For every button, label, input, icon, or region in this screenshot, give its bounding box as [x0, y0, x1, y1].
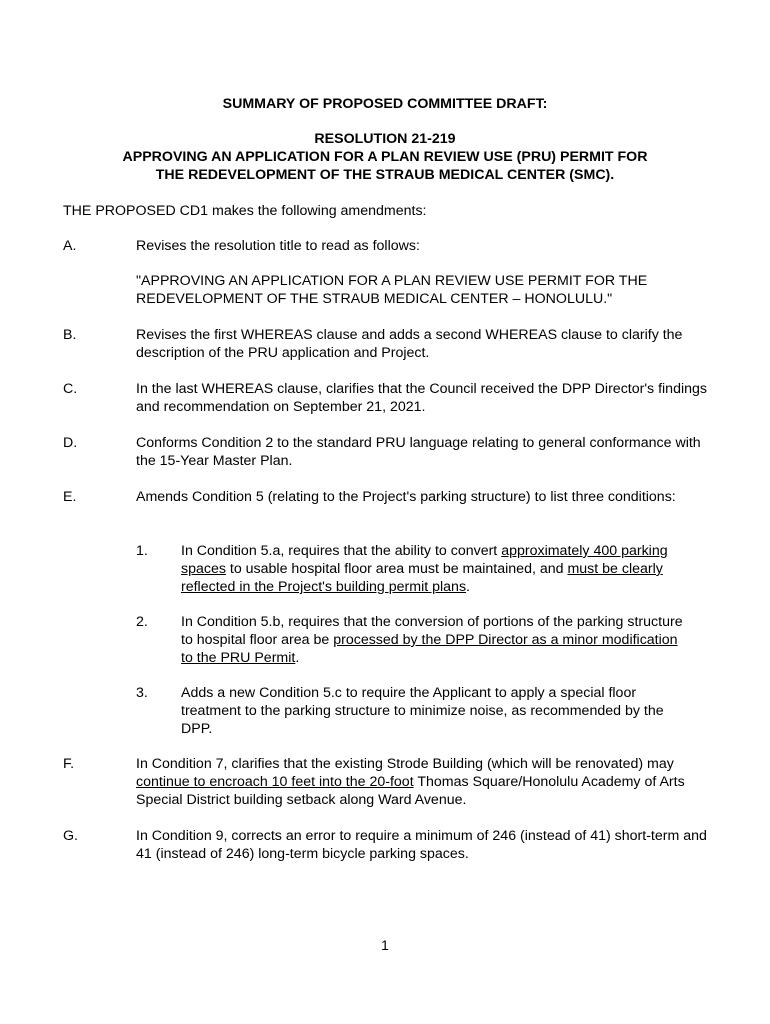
summary-heading: SUMMARY OF PROPOSED COMMITTEE DRAFT:	[222, 96, 548, 112]
amendment-letter: B.	[63, 327, 77, 343]
amendment-letter: D.	[63, 435, 78, 451]
amendment-letter: E.	[63, 489, 77, 505]
condition-number: 1.	[136, 543, 148, 559]
amendment-a-text: Revises the resolution title to read as follows:	[136, 238, 420, 254]
amendment-text: Amends Condition 5 (relating to the Project's parking structure) to list three conditions:	[136, 489, 676, 505]
underlined-amendment: approximately 400 parking spaces	[181, 543, 668, 577]
amended-title-quote: "APPROVING AN APPLICATION FOR A PLAN REVIEW USE PERMIT FOR THE REDEVELOPMENT OF THE STRAUB MEDICAL CENTER – HONOLULU."	[136, 273, 648, 307]
amendment-letter: A.	[63, 238, 77, 254]
underlined-amendment: continue to encroach 10 feet into the 20-foot	[136, 774, 414, 790]
condition-number: 2.	[136, 614, 148, 630]
amendment-letter: C.	[63, 381, 78, 397]
page-number: 1	[381, 938, 389, 954]
resolution-title-line-1: APPROVING AN APPLICATION FOR A PLAN REVIEW USE (PRU) PERMIT FOR	[122, 149, 648, 165]
resolution-heading	[0, 130, 770, 184]
condition-text: In Condition 5.a, requires that the ability to convert approximately 400 parking spaces to usable hospital floor area must be maintained, and must be clearly reflected in the Project's building permit plans.	[181, 543, 668, 595]
amendment-text: In the last WHEREAS clause, clarifies that the Council received the DPP Director's findings and recommendation on September 21, 2021.	[136, 381, 707, 415]
underlined-amendment: processed by the DPP Director as a minor modification to the PRU Permit	[181, 632, 678, 666]
amendment-text: Conforms Condition 2 to the standard PRU language relating to general conformance with the 15-Year Master Plan.	[136, 435, 701, 469]
resolution-title-line-2: THE REDEVELOPMENT OF THE STRAUB MEDICAL CENTER (SMC).	[155, 167, 615, 183]
amendment-text: In Condition 9, corrects an error to require a minimum of 246 (instead of 41) short-term and 41 (instead of 246) long-term bicycle parking spaces.	[136, 828, 707, 862]
intro-text: THE PROPOSED CD1 makes the following amendments:	[63, 203, 427, 219]
amendment-text: Revises the first WHEREAS clause and adds a second WHEREAS clause to clarify the description of the PRU application and Project.	[136, 327, 683, 361]
condition-text: In Condition 5.b, requires that the conversion of portions of the parking structure to hospital floor area be processed by the DPP Director as a minor modification to the PRU Permit.	[181, 614, 683, 666]
amendment-text: In Condition 7, clarifies that the existing Strode Building (which will be renovated) may continue to encroach 10 feet into the 20-foot Thomas Square/Honolulu Academy of Arts Special District building setback along Ward Avenue.	[136, 756, 685, 808]
amendment-letter: G.	[63, 828, 78, 844]
condition-number: 3.	[136, 685, 148, 701]
underlined-amendment: must be clearly reflected in the Project's building permit plans	[181, 561, 663, 595]
condition-text: Adds a new Condition 5.c to require the Applicant to apply a special floor treatment to the parking structure to minimize noise, as recommended by the DPP.	[181, 685, 664, 737]
amendment-text	[136, 237, 711, 308]
amendment-letter: F.	[63, 756, 75, 772]
resolution-number: RESOLUTION 21-219	[314, 131, 456, 147]
